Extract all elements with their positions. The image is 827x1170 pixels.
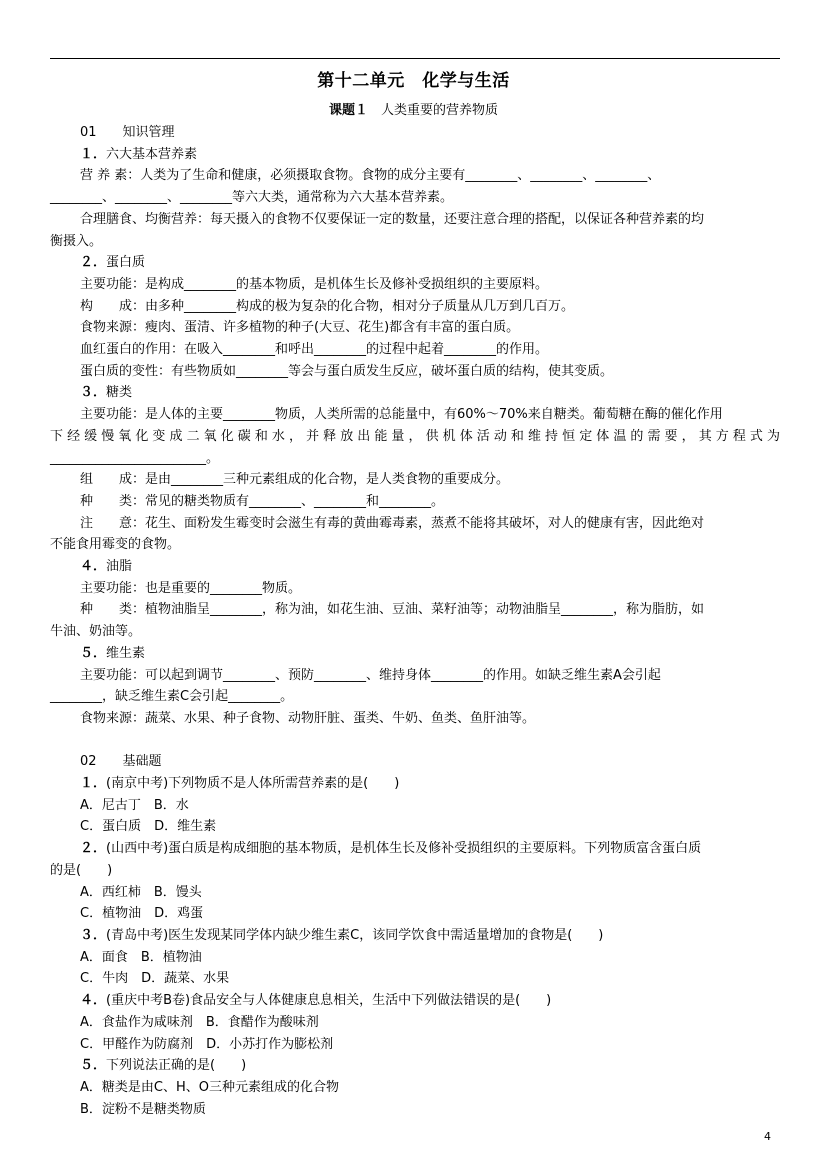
heading-nutrients: １．六大基本营养素 xyxy=(80,146,198,162)
paragraph-line: 构 成：由多种________构成的极为复杂的化合物，相对分子质量从几万到几百万。 xyxy=(80,298,575,314)
paragraph-line: ________________________。 xyxy=(50,450,220,466)
paragraph-line: 合理膳食、均衡营养：每天摄入的食物不仅要保证一定的数量，还要注意合理的搭配，以保证各种营养素的均 xyxy=(80,211,705,227)
question-options: B．淀粉不是糖类物质 xyxy=(80,1101,206,1117)
question-line: 的是( ) xyxy=(50,862,113,878)
question-options: C．牛肉 D．蔬菜、水果 xyxy=(80,971,230,987)
question-options: A．糖类是由C、H、O三种元素组成的化合物 xyxy=(80,1079,339,1095)
paragraph-line: 营 养 素：人类为了生命和健康，必须摄取食物。食物的成分主要有________、________、________、 xyxy=(80,168,661,184)
question-1: １．(南京中考)下列物质不是人体所需营养素的是( ) xyxy=(80,776,400,792)
paragraph-line: 种 类：常见的糖类物质有________、________和________。 xyxy=(80,493,445,509)
document-body xyxy=(50,122,780,1120)
paragraph-line: 衡摄入。 xyxy=(50,233,103,249)
paragraph-line: 注 意：花生、面粉发生霉变时会滋生有毒的黄曲霉毒素，蒸煮不能将其破坏，对人的健康有害，因此绝对 xyxy=(80,515,705,531)
paragraph-line: 主要功能：是人体的主要________物质，人类所需的总能量中，有60%～70%来自糖类。葡萄糖在酶的催化作用 xyxy=(80,407,723,423)
paragraph-line: ________、________、________等六大类，通常称为六大基本营养素。 xyxy=(50,190,454,206)
paragraph-line: 血红蛋白的作用：在吸入________和呼出________的过程中起着________的作用。 xyxy=(80,342,549,358)
paragraph-line: 主要功能：是构成________的基本物质，是机体生长及修补受损组织的主要原料。 xyxy=(80,276,549,292)
question-5: ５．下列说法正确的是( ) xyxy=(80,1058,247,1074)
question-options: A．食盐作为咸味剂 B．食醋作为酸味剂 xyxy=(80,1014,319,1030)
heading-vitamin: ５．维生素 xyxy=(80,645,146,661)
heading-protein: ２．蛋白质 xyxy=(80,255,146,271)
question-options: A．尼古丁 B．水 xyxy=(80,797,189,813)
heading-fat: ４．油脂 xyxy=(80,559,133,575)
paragraph-line: 下经缓慢氧化变成二氧化碳和水，并释放出能量，供机体活动和维持恒定体温的需要，其方程式为 xyxy=(50,428,780,444)
page-title: 第十二单元 化学与生活 xyxy=(317,71,510,91)
paragraph-line: 食物来源：瘦肉、蛋清、许多植物的种子(大豆、花生)都含有丰富的蛋白质。 xyxy=(80,320,520,336)
lesson-name: 人类重要的营养物质 xyxy=(381,103,499,118)
question-options: C．植物油 D．鸡蛋 xyxy=(80,906,204,922)
question-2: ２．(山西中考)蛋白质是构成细胞的基本物质，是机体生长及修补受损组织的主要原料。下列物质富含蛋白质 xyxy=(80,841,702,857)
question-options: A．面食 B．植物油 xyxy=(80,949,202,965)
question-options: A．西红柿 B．馒头 xyxy=(80,884,202,900)
question-3: ３．(青岛中考)医生发现某同学体内缺少维生素C，该同学饮食中需适量增加的食物是( ) xyxy=(80,928,604,943)
header-rule xyxy=(50,58,780,59)
paragraph-line: 主要功能：可以起到调节________、预防________、维持身体________的作用。如缺乏维生素A会引起 xyxy=(80,667,661,683)
paragraph-line: ________，缺乏维生素C会引起________。 xyxy=(50,689,294,705)
section-label-knowledge: 01 知识管理 xyxy=(80,125,175,140)
paragraph-line: 组 成：是由________三种元素组成的化合物，是人类食物的重要成分。 xyxy=(80,472,510,488)
paragraph-line: 食物来源：蔬菜、水果、种子食物、动物肝脏、蛋类、牛奶、鱼类、鱼肝油等。 xyxy=(80,710,536,726)
paragraph-line: 种 类：植物油脂呈________，称为油，如花生油、豆油、菜籽油等；动物油脂呈________，称为脂肪，如 xyxy=(80,602,705,618)
section-gap xyxy=(50,730,780,752)
question-4: ４．(重庆中考B卷)食品安全与人体健康息息相关，生活中下列做法错误的是( ) xyxy=(80,993,552,1009)
paragraph-line: 不能食用霉变的食物。 xyxy=(50,537,181,553)
section-label-basic: 02 基础题 xyxy=(80,754,162,770)
page-number: 4 xyxy=(764,1130,771,1143)
heading-sugar: ３．糖类 xyxy=(80,385,133,401)
lesson-number: 课题１ xyxy=(328,103,368,118)
question-options: C．甲醛作为防腐剂 D．小苏打作为膨松剂 xyxy=(80,1036,334,1052)
paragraph-line: 牛油、奶油等。 xyxy=(50,624,142,640)
paragraph-line: 主要功能：也是重要的________物质。 xyxy=(80,580,302,596)
paragraph-line: 蛋白质的变性：有些物质如________等会与蛋白质发生反应，破坏蛋白质的结构，使其变质。 xyxy=(80,363,614,379)
lesson-title xyxy=(0,101,827,121)
question-options: C．蛋白质 D．维生素 xyxy=(80,819,217,835)
